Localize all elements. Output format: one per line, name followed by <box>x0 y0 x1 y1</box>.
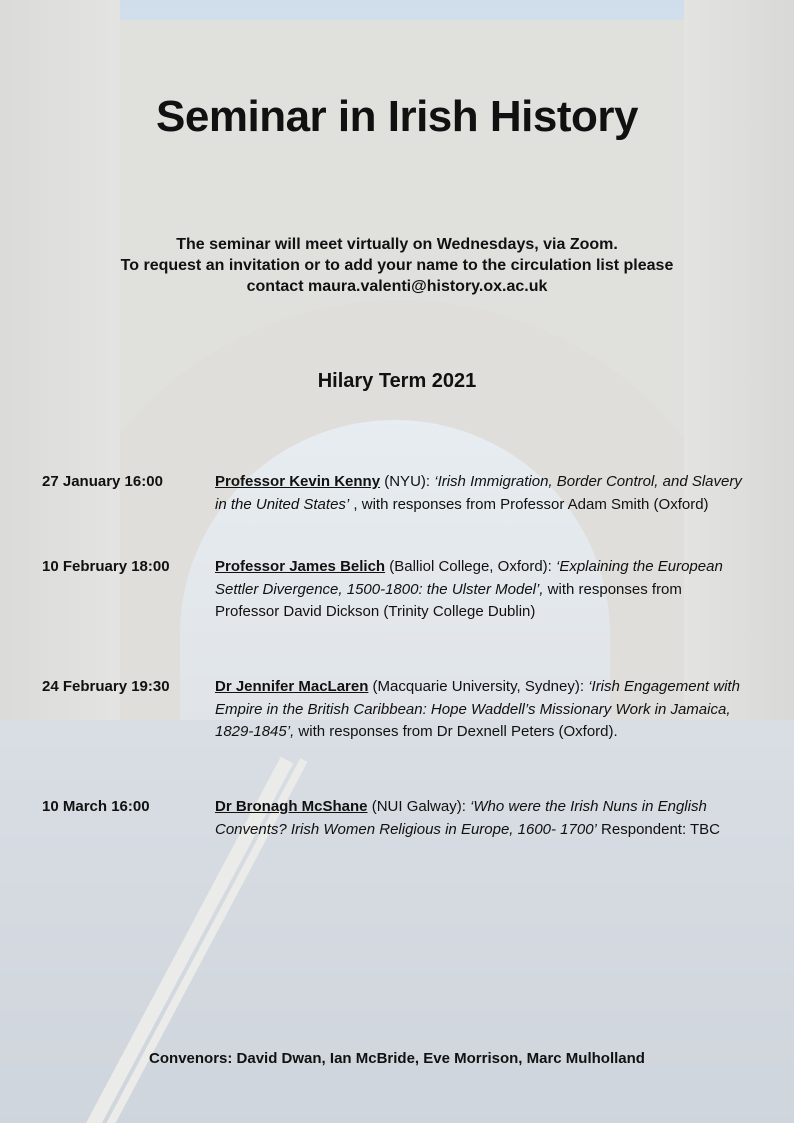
intro-line: The seminar will meet virtually on Wednesdays, via Zoom. <box>176 236 618 253</box>
entry-description <box>215 796 750 841</box>
entry-date: 10 February 18:00 <box>42 558 170 575</box>
talk-title: ‘Who were the Irish Nuns in English Convents? Irish Women Religious in Europe, 1600- 1700’ <box>215 798 707 838</box>
talk-title: ‘Irish Immigration, Border Control, and Slavery in the United States’ <box>215 473 742 513</box>
talk-title: ‘Irish Engagement with Empire in the British Caribbean: Hope Waddell’s Missionary Work in Jamaica, 1829-1845’, <box>215 678 740 740</box>
responses: Respondent: TBC <box>596 820 721 838</box>
entry-date: 24 February 19:30 <box>42 678 170 695</box>
entry-description <box>215 556 750 624</box>
intro-line: contact maura.valenti@history.ox.ac.uk <box>246 278 548 295</box>
entry-description <box>215 471 750 516</box>
intro-line: To request an invitation or to add your name to the circulation list please <box>120 257 674 274</box>
responses: , with responses from Professor Adam Smith (Oxford) <box>349 495 709 513</box>
entry-description <box>215 676 750 744</box>
term-heading: Hilary Term 2021 <box>317 370 477 392</box>
speaker-name: Dr Bronagh McShane <box>215 798 368 815</box>
speaker-name: Dr Jennifer MacLaren <box>215 678 369 695</box>
entry-date: 10 March 16:00 <box>42 798 150 815</box>
intro-text <box>40 234 754 297</box>
responses: with responses from Dr Dexnell Peters (Oxford). <box>294 723 618 740</box>
speaker-name: Professor Kevin Kenny <box>215 473 381 490</box>
page-title: Seminar in Irish History <box>156 92 638 141</box>
convenors: Convenors: David Dwan, Ian McBride, Eve Morrison, Marc Mulholland <box>149 1050 645 1067</box>
speaker-affiliation: (NUI Galway): <box>367 798 471 815</box>
speaker-affiliation: (Macquarie University, Sydney): <box>368 678 589 695</box>
talk-title: ‘Explaining the European Settler Divergence, 1500-1800: the Ulster Model’, <box>215 558 723 598</box>
speaker-affiliation: (Balliol College, Oxford): <box>385 558 556 575</box>
speaker-affiliation: (NYU): <box>380 473 435 490</box>
speaker-name: Professor James Belich <box>215 558 386 575</box>
responses: with responses from Professor David Dickson (Trinity College Dublin) <box>215 580 682 620</box>
entry-date: 27 January 16:00 <box>42 473 163 490</box>
